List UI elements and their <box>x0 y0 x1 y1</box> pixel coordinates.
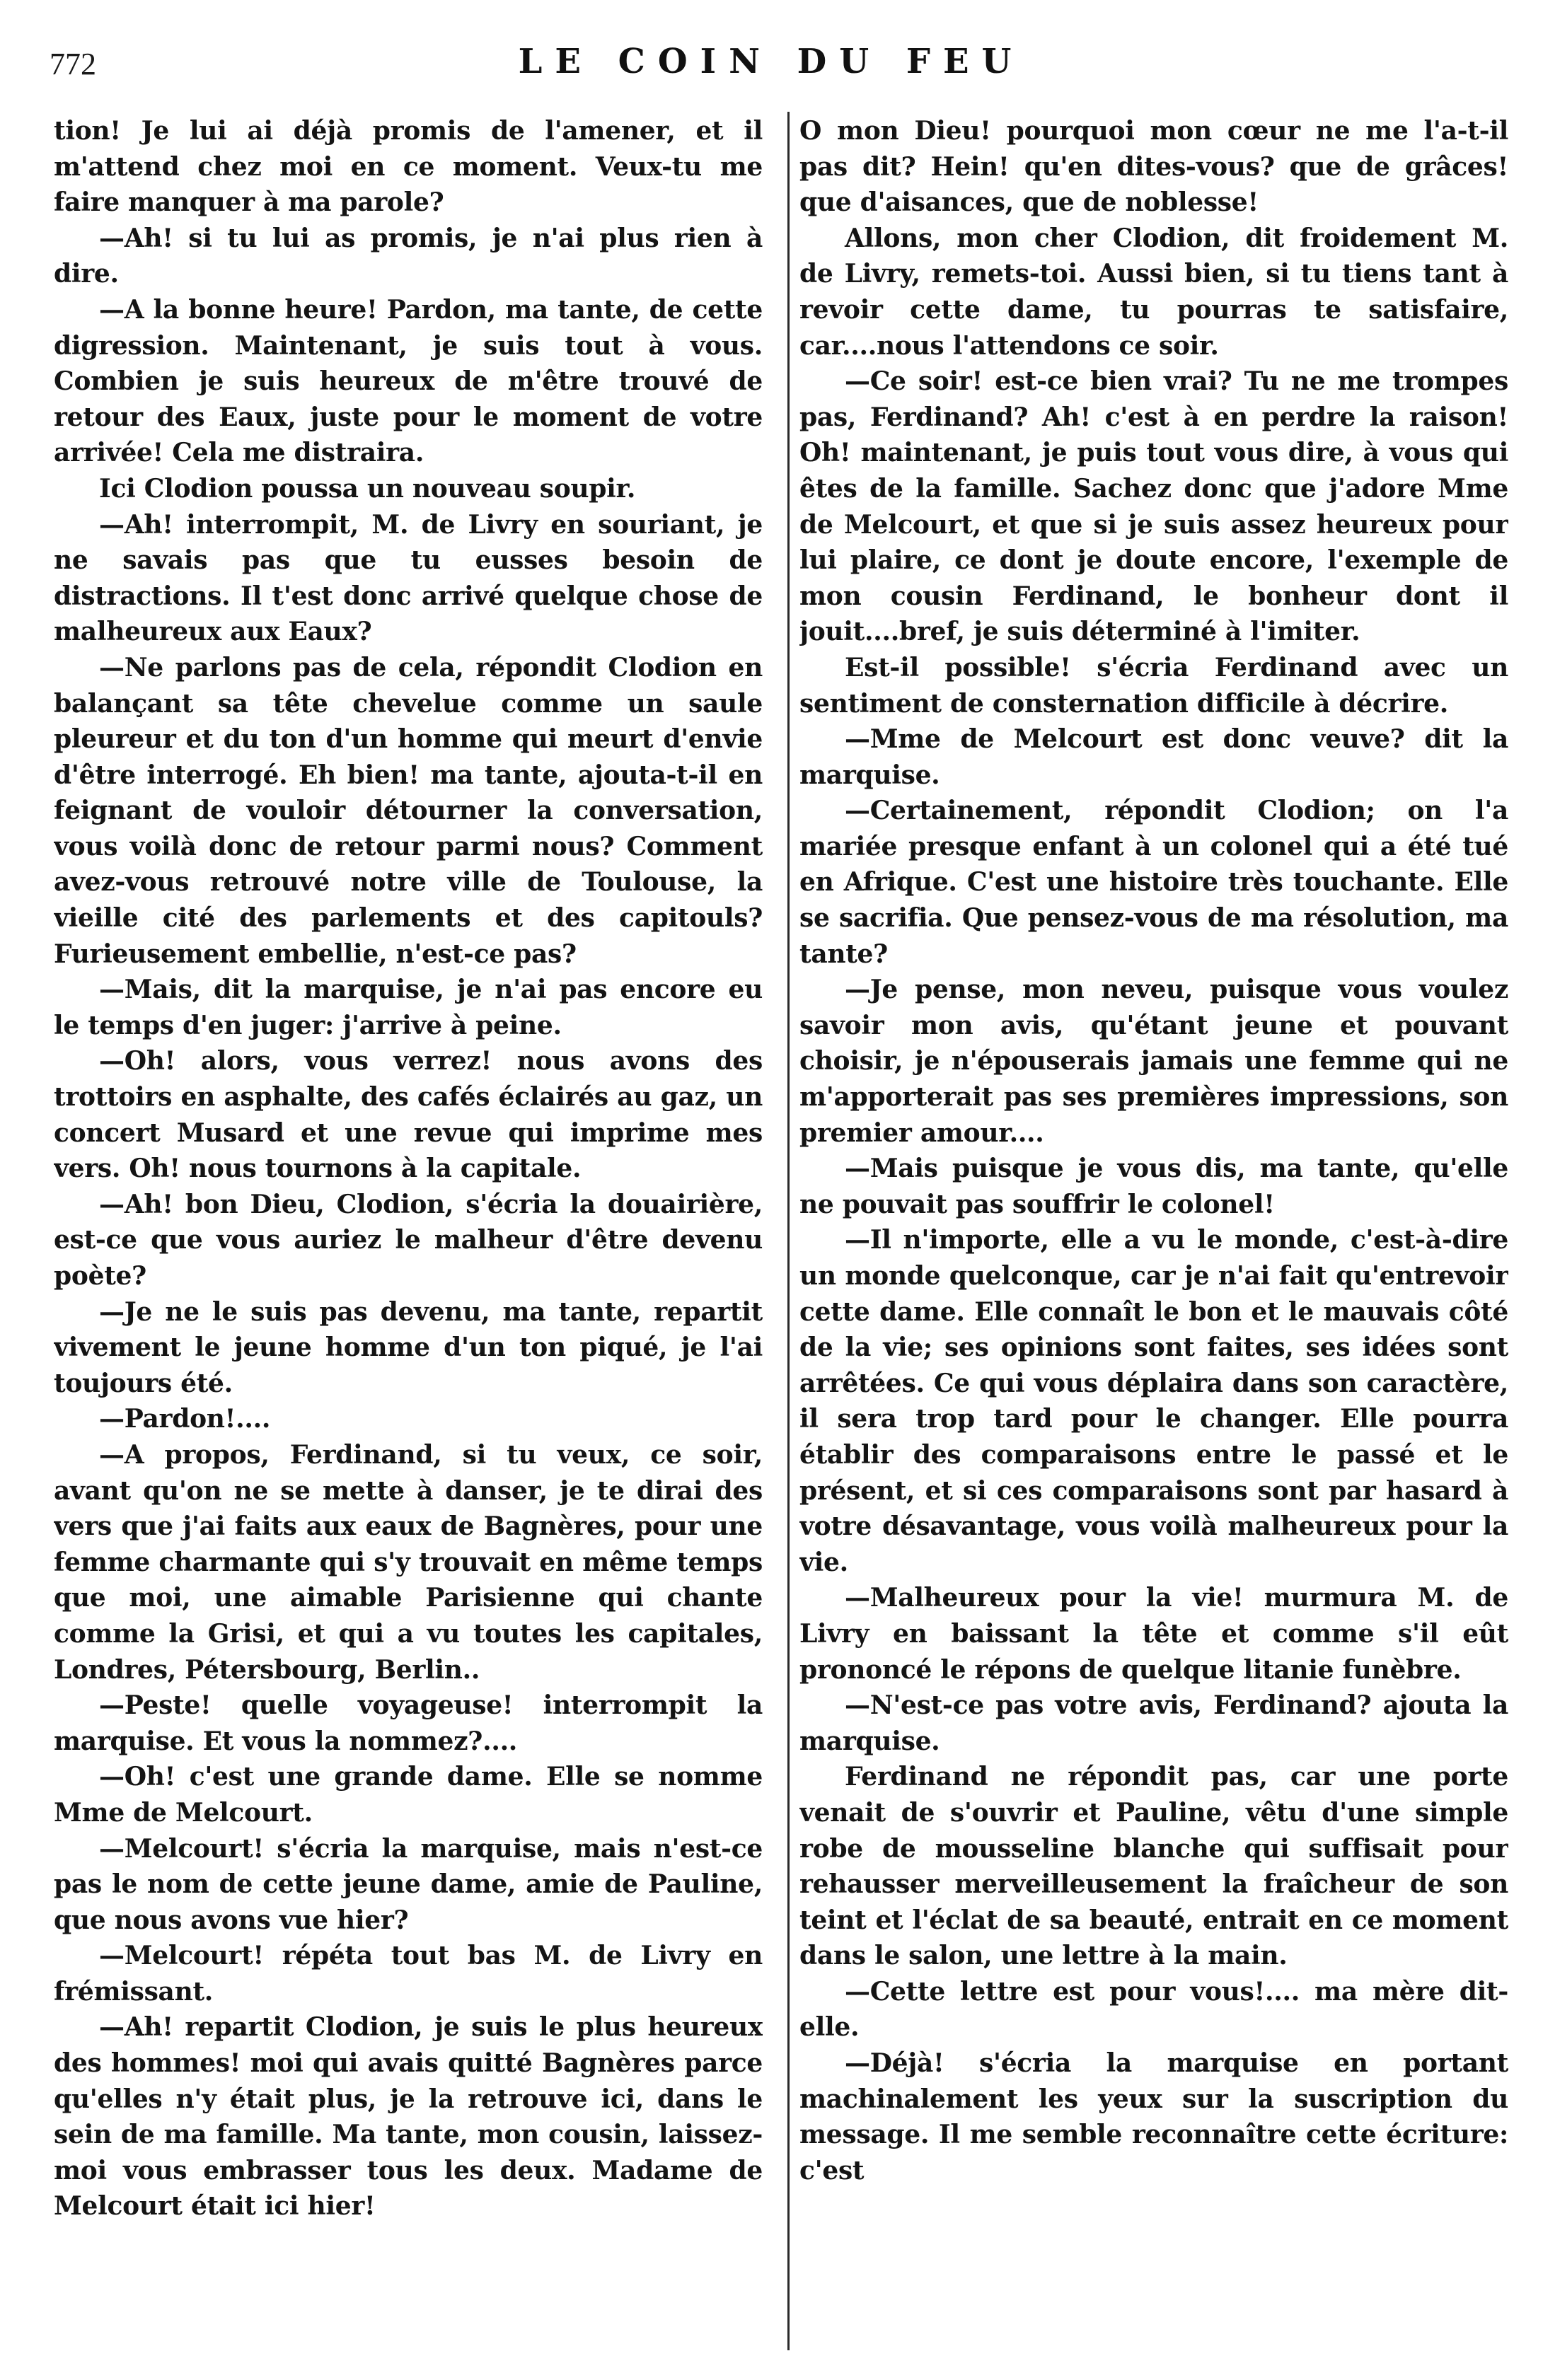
paragraph: —Il n'importe, elle a vu le monde, c'est-à-dire un monde quelconque, car je n'ai fait qu'entrevoir cette dame. Elle connaît le bon et le mauvais côté de la vie; ses opinions sont faites, ses idées sont arrêtées. Ce qui vous déplaira dans son caractère, il sera trop tard pour le changer. Elle pourra établir des comparaisons entre le passé et le présent, et si ces comparaisons sont par hasard à votre désavantage, vous voilà malheureux pour la vie. <box>799 1225 1508 1577</box>
paragraph: —A propos, Ferdinand, si tu veux, ce soir, avant qu'on ne se mette à danser, je te dirai des vers que j'ai faits aux eaux de Bagnères, pour une femme charmante qui s'y trouvait en même temps que moi, une aimable Parisienne qui chante comme la Grisi, et qui a vu toutes les capitales, Londres, Pétersbourg, Berlin.. <box>54 1439 763 1685</box>
paragraph: Allons, mon cher Clodion, dit froidement M. de Livry, remets-toi. Aussi bien, si tu tiens tant à revoir cette dame, tu pourras te satisfaire, car....nous l'attendons ce soir. <box>799 223 1508 361</box>
running-title: LE COIN DU FEU <box>518 42 1024 81</box>
paragraph: Est-il possible! s'écria Ferdinand avec un sentiment de consternation difficile à décrire. <box>799 652 1508 719</box>
right-column <box>799 113 1508 2362</box>
column-divider <box>787 112 790 2350</box>
paragraph: —Ah! si tu lui as promis, je n'ai plus rien à dire. <box>54 223 763 289</box>
paragraph: —Peste! quelle voyageuse! interrompit la marquise. Et vous la nommez?.... <box>54 1690 763 1756</box>
paragraph: Ici Clodion poussa un nouveau soupir. <box>99 473 636 504</box>
paragraph: —N'est-ce pas votre avis, Ferdinand? ajouta la marquise. <box>799 1690 1508 1756</box>
page-header <box>50 39 1493 103</box>
paragraph: —Malheureux pour la vie! murmura M. de Livry en baissant la tête et comme s'il eût prononcé le répons de quelque litanie funèbre. <box>799 1583 1508 1685</box>
paragraph: —Oh! alors, vous verrez! nous avons des trottoirs en asphalte, des cafés éclairés au gaz, un concert Musard et une revue qui imprime mes vers. Oh! nous tournons à la capitale. <box>54 1046 763 1184</box>
paragraph: —Cette lettre est pour vous!.... ma mère dit-elle. <box>799 1976 1508 2043</box>
paragraph: Ferdinand ne répondit pas, car une porte venait de s'ouvrir et Pauline, vêtu d'une simple robe de mousseline blanche qui suffisait pour rehausser merveilleusement la fraîcheur de son teint et l'éclat de sa beauté, entrait en ce moment dans le salon, une lettre à la main. <box>799 1762 1508 1971</box>
paragraph: tion! Je lui ai déjà promis de l'amener, et il m'attend chez moi en ce moment. Veux-tu me faire manquer à ma parole? <box>54 116 763 218</box>
paragraph: —Mais, dit la marquise, je n'ai pas encore eu le temps d'en juger: j'arrive à peine. <box>54 975 763 1040</box>
paragraph: —Je pense, mon neveu, puisque vous voulez savoir mon avis, qu'étant jeune et pouvant choisir, je n'épouserais jamais une femme qui ne m'apporterait pas ses premières impressions, son premier amour.... <box>799 975 1508 1148</box>
paragraph: —Ne parlons pas de cela, répondit Clodion en balançant sa tête chevelue comme un saule pleureur et du ton d'un homme qui meurt d'envie d'être interrogé. Eh bien! ma tante, ajouta-t-il en feignant de vouloir détourner la conversation, vous voilà donc de retour parmi nous? Comment avez-vous retrouvé notre ville de Toulouse, la vieille cité des parlements et des capitouls? Furieusement embellie, n'est-ce pas? <box>54 652 763 969</box>
paragraph: —Pardon!.... <box>99 1404 271 1434</box>
paragraph: —Ah! bon Dieu, Clodion, s'écria la douairière, est-ce que vous auriez le malheur d'être devenu poète? <box>54 1189 763 1291</box>
paragraph: —Mme de Melcourt est donc veuve? dit la marquise. <box>799 724 1508 790</box>
paragraph: —Certainement, répondit Clodion; on l'a mariée presque enfant à un colonel qui a été tué en Afrique. C'est une histoire très touchante. Elle se sacrifia. Que pensez-vous de ma résolution, ma tante? <box>799 796 1508 969</box>
paragraph: —Mais puisque je vous dis, ma tante, qu'elle ne pouvait pas souffrir le colonel! <box>799 1154 1508 1219</box>
paragraph: —Je ne le suis pas devenu, ma tante, repartit vivement le jeune homme d'un ton piqué, je l'ai toujours été. <box>54 1296 763 1398</box>
paragraph: —Déjà! s'écria la marquise en portant machinalement les yeux sur la suscription du message. Il me semble reconnaître cette écriture: c'est <box>799 2048 1508 2185</box>
left-column <box>54 113 763 2362</box>
paragraph: —Ce soir! est-ce bien vrai? Tu ne me trompes pas, Ferdinand? Ah! c'est à en perdre la raison! Oh! maintenant, je puis tout vous dire, à vous qui êtes de la famille. Sachez donc que j'adore Mme de Melcourt, et que si je suis assez heureux pour lui plaire, ce dont je doute encore, l'exemple de mon cousin Ferdinand, le bonheur dont il jouit....bref, je suis déterminé à l'imiter. <box>799 366 1508 647</box>
paragraph: O mon Dieu! pourquoi mon cœur ne me l'a-t-il pas dit? Hein! qu'en dites-vous? que de grâces! que d'aisances, que de noblesse! <box>799 116 1508 218</box>
paragraph: —Ah! repartit Clodion, je suis le plus heureux des hommes! moi qui avais quitté Bagnères parce qu'elles n'y était plus, je la retrouve ici, dans le sein de ma famille. Ma tante, mon cousin, laissez-moi vous embrasser tous les deux. Madame de Melcourt était ici hier! <box>54 2012 763 2222</box>
paragraph: —A la bonne heure! Pardon, ma tante, de cette digression. Maintenant, je suis tout à vous. Combien je suis heureux de m'être trouvé de retour des Eaux, juste pour le moment de votre arrivée! Cela me distraira. <box>54 294 763 468</box>
paragraph: —Melcourt! répéta tout bas M. de Livry en frémissant. <box>54 1941 763 2007</box>
paragraph: —Ah! interrompit, M. de Livry en souriant, je ne savais pas que tu eusses besoin de distractions. Il t'est donc arrivé quelque chose de malheureux aux Eaux? <box>54 509 763 647</box>
paragraph: —Oh! c'est une grande dame. Elle se nomme Mme de Melcourt. <box>54 1762 763 1828</box>
paragraph: —Melcourt! s'écria la marquise, mais n'est-ce pas le nom de cette jeune dame, amie de Pauline, que nous avons vue hier? <box>54 1833 763 1935</box>
page-number: 772 <box>50 47 96 81</box>
